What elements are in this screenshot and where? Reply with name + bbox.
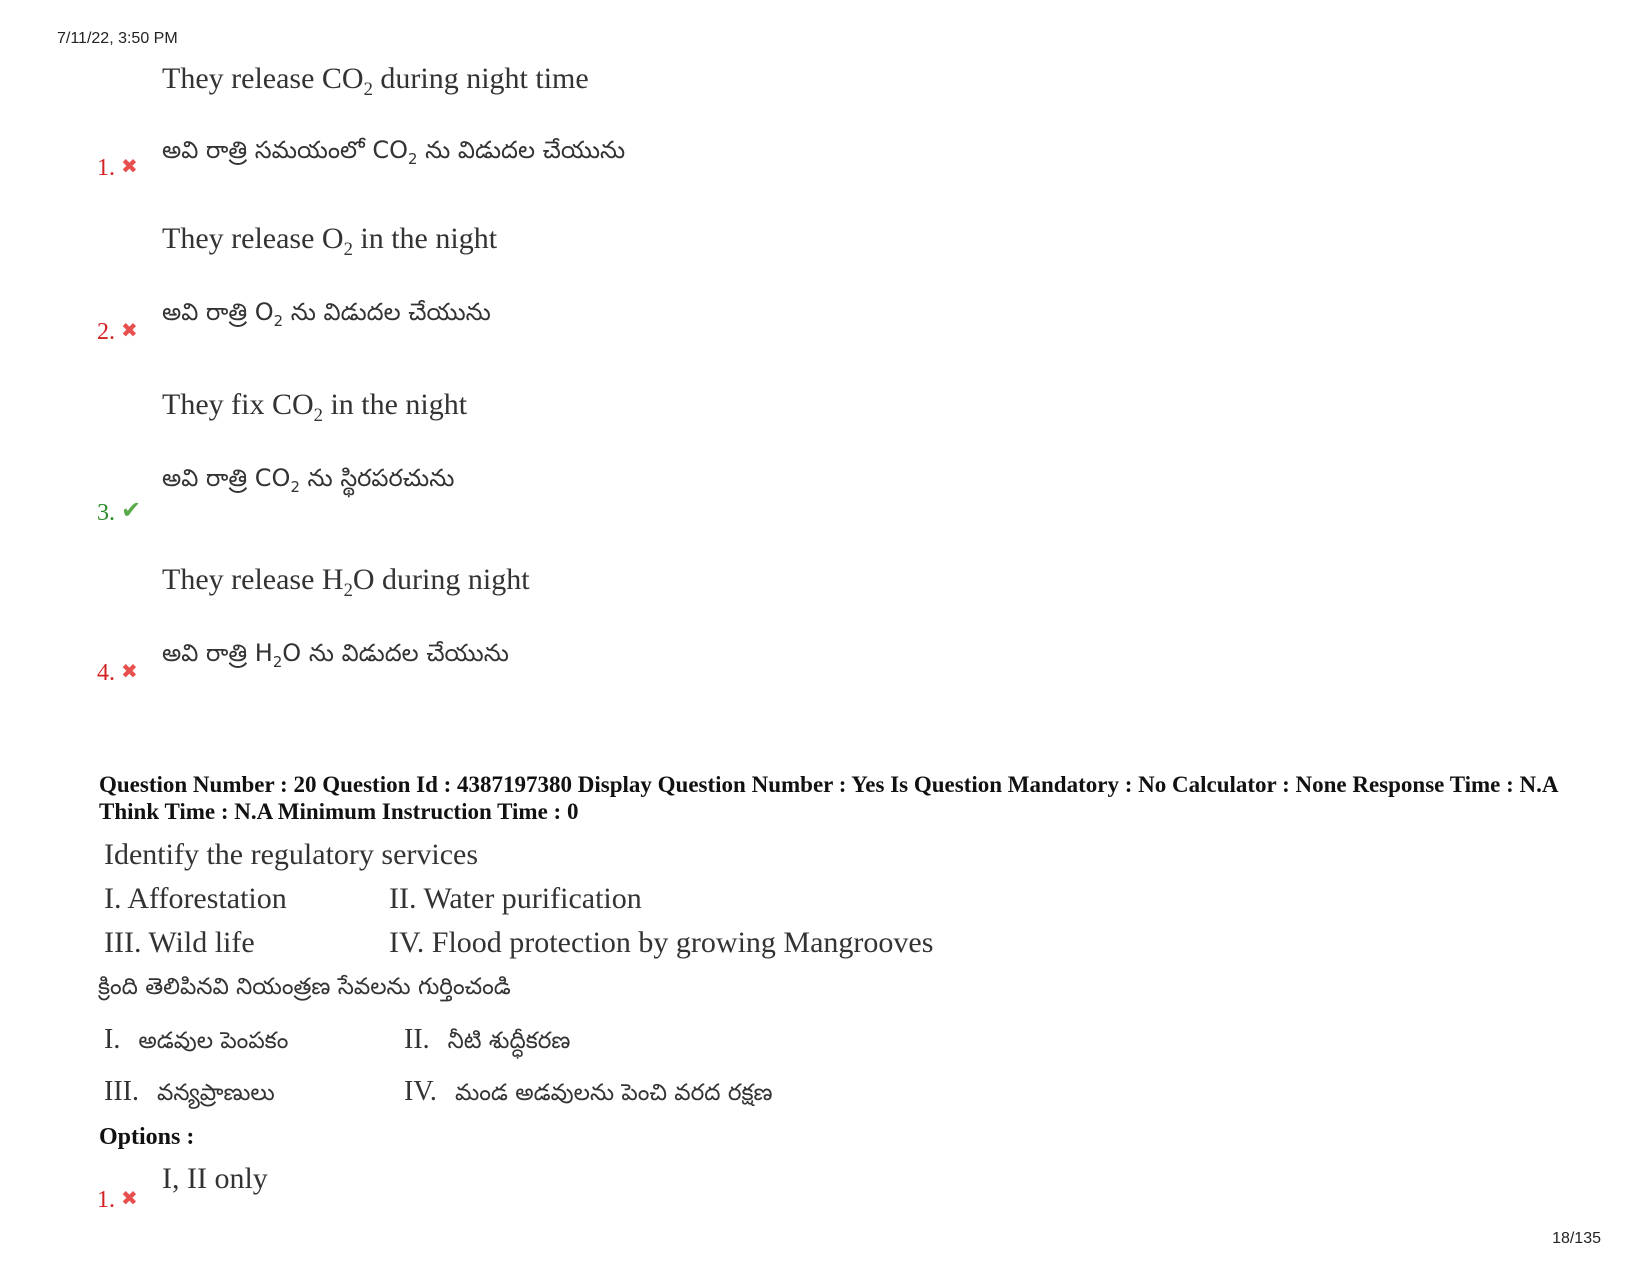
option-4 xyxy=(97,563,797,693)
question-stem-english: Identify the regulatory services xyxy=(104,838,479,871)
option-1 xyxy=(97,62,797,192)
question-item-i-telugu: I. అడవుల పెంపకం xyxy=(104,1024,289,1055)
option-4-telugu: అవి రాత్రి $H_2O$ ను విడుదల చేయును xyxy=(162,639,509,671)
options-label: Options : xyxy=(99,1124,195,1150)
option-4-number: 4. ✖ xyxy=(97,660,138,686)
check-mark-icon: ✔ xyxy=(121,498,142,524)
option-4-english: They release $H_2O$ during night xyxy=(162,563,530,601)
question-option-1 xyxy=(97,1162,597,1222)
question-option-1-text: I, II only xyxy=(162,1162,268,1195)
question-item-i-english: I. Afforestation xyxy=(104,882,287,915)
cross-mark-icon: ✖ xyxy=(121,661,138,683)
cross-mark-icon: ✖ xyxy=(121,1188,138,1210)
option-1-number: 1. ✖ xyxy=(97,155,138,181)
option-2 xyxy=(97,222,797,352)
option-2-english: They release $O_2$ in the night xyxy=(162,222,498,260)
question-meta: Question Number : 20 Question Id : 4387197380 Display Question Number : Yes Is Question Mandatory : No Calculator : None Response Time : N.A Think Time : N.A Minimum Instruction Time : 0 xyxy=(99,772,1558,824)
question-option-1-number: 1. ✖ xyxy=(97,1187,138,1213)
cross-mark-icon: ✖ xyxy=(121,156,138,178)
cross-mark-icon: ✖ xyxy=(121,320,138,342)
option-1-english: They release $CO_2$ during night time xyxy=(162,62,589,100)
option-2-number: 2. ✖ xyxy=(97,319,138,345)
question-item-iii-telugu: III. వన్యప్రాణులు xyxy=(104,1076,275,1107)
option-2-telugu: అవి రాత్రి $O_2$ ను విడుదల చేయును xyxy=(162,298,491,330)
option-3-number: 3. ✔ xyxy=(97,498,142,526)
option-3-telugu: అవి రాత్రి $CO_2$ ను స్థిరపరచును xyxy=(162,464,455,496)
question-item-iv-telugu: IV. మండ అడవులను పెంచి వరద రక్షణ xyxy=(404,1076,773,1107)
option-3 xyxy=(97,388,797,528)
question-item-ii-telugu: II. నీటి శుద్ధీకరణ xyxy=(404,1024,571,1055)
question-stem-telugu: క్రింది తెలిపినవి నియంత్రణ సేవలను గుర్తించండి xyxy=(98,974,511,1000)
option-3-english: They fix $CO_2$ in the night xyxy=(162,388,468,426)
option-1-telugu: అవి రాత్రి సమయంలో $CO_2$ ను విడుదల చేయును xyxy=(162,136,626,168)
timestamp: 7/11/22, 3:50 PM xyxy=(57,30,178,47)
question-item-iv-english: IV. Flood protection by growing Mangrooves xyxy=(389,926,934,959)
question-item-iii-english: III. Wild life xyxy=(104,926,255,959)
page-number: 18/135 xyxy=(1552,1230,1601,1247)
question-item-ii-english: II. Water purification xyxy=(389,882,642,915)
